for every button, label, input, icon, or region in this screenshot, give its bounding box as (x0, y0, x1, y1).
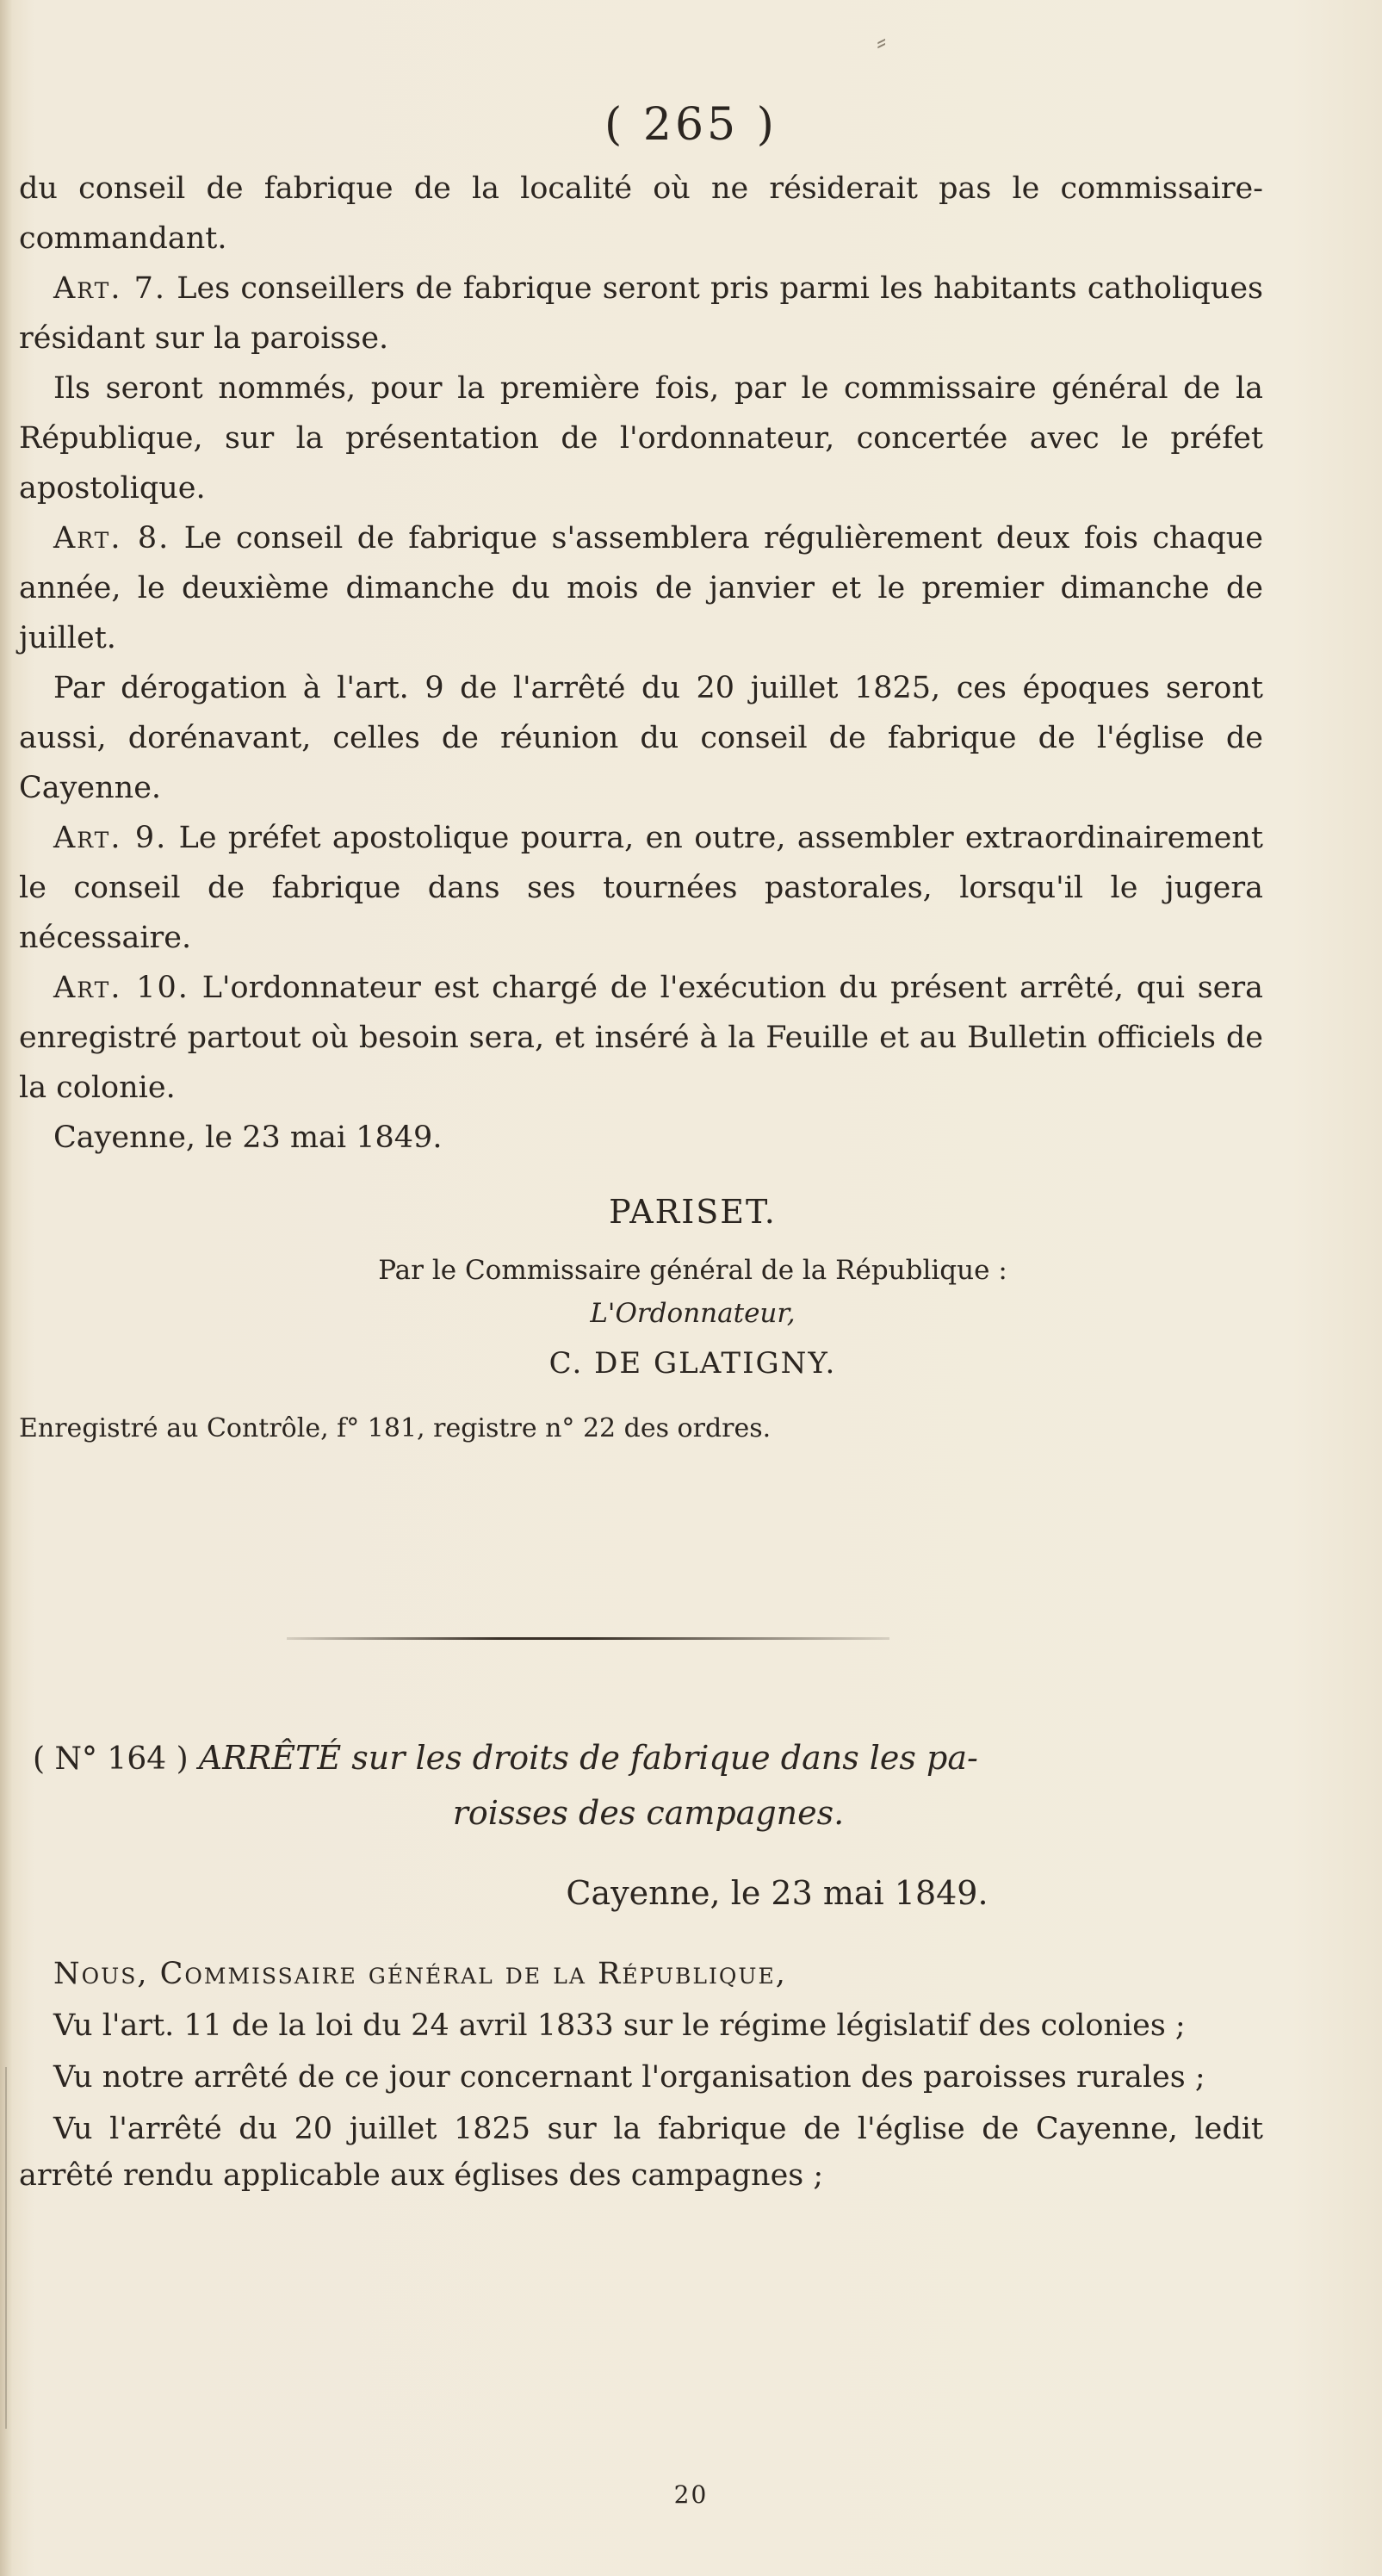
article-label: Art. 10. (53, 971, 189, 1005)
registration-note: Enregistré au Contrôle, f° 181, registre n° 22 des ordres. (19, 1413, 772, 1443)
article-label: Art. 7. (53, 271, 167, 306)
place-date-line (19, 1113, 1263, 1163)
consideration-3: Vu l'arrêté du 20 juillet 1825 sur la fabrique de l'église de Cayenne, ledit arrêté rendu applicable aux églises des campagnes ; (19, 2112, 1263, 2193)
decree-title-line-1: ARRÊTÉ sur les droits de fabrique dans les pa- (198, 1739, 978, 1777)
article-10 (19, 963, 1263, 1113)
body-text (19, 164, 1263, 1454)
paragraph-continuation (19, 164, 1263, 264)
corner-mark: ⸗ (877, 24, 887, 59)
section-divider (287, 1637, 889, 1640)
decree-body (19, 1951, 1263, 2204)
preamble: Nous, Commissaire général de la République, (53, 1957, 787, 1991)
article-text: Les conseillers de fabrique seront pris parmi les habitants catholiques résidant sur la paroisse. (19, 271, 1263, 356)
article-9 (19, 813, 1263, 963)
margin-shadow (5, 2067, 7, 2429)
signature-pariset: PARISET. (609, 1193, 777, 1231)
paragraph-derogation (19, 663, 1263, 813)
by-line: Par le Commissaire général de la République : (378, 1255, 1007, 1286)
decree-heading (33, 1731, 1264, 1840)
decree-number: ( N° 164 ) (33, 1741, 189, 1777)
paragraph-text: Ils seront nommés, pour la première fois, par le commissaire général de la République, sur la présentation de l'ordonnateur, concertée avec le préfet apostolique. (19, 371, 1263, 506)
decree-place-date: Cayenne, le 23 mai 1849. (566, 1874, 988, 1912)
article-8 (19, 513, 1263, 663)
consideration-1: Vu l'art. 11 de la loi du 24 avril 1833 sur le régime législatif des colonies ; (53, 2008, 1186, 2043)
article-7 (19, 264, 1263, 363)
article-label: Art. 8. (53, 521, 170, 556)
paragraph-nomination (19, 363, 1263, 513)
paragraph-text: Cayenne, le 23 mai 1849. (53, 1120, 443, 1155)
paragraph-text: Par dérogation à l'art. 9 de l'arrêté du 20 juillet 1825, ces époques seront aussi, dorénavant, celles de réunion du conseil de fabrique de l'église de Cayenne. (19, 671, 1263, 805)
decree-title-line-2: roisses des campagnes. (452, 1794, 845, 1832)
page-number: ( 265 ) (604, 99, 778, 151)
article-label: Art. 9. (53, 821, 168, 855)
ordonnateur-title: L'Ordonnateur, (590, 1298, 796, 1329)
article-text: Le conseil de fabrique s'assemblera régulièrement deux fois chaque année, le deuxième dimanche du mois de janvier et le premier dimanche de juillet. (19, 521, 1263, 655)
consideration-2: Vu notre arrêté de ce jour concernant l'organisation des paroisses rurales ; (53, 2060, 1205, 2095)
ordonnateur-name: C. DE GLATIGNY. (548, 1346, 837, 1381)
paragraph-text: du conseil de fabrique de la localité où ne résiderait pas le commissaire-commandant. (19, 171, 1263, 256)
article-text: L'ordonnateur est chargé de l'exécution du présent arrêté, qui sera enregistré partout où besoin sera, et inséré à la Feuille et au Bulletin officiels de la colonie. (19, 971, 1263, 1105)
signature-mark: 20 (673, 2480, 709, 2509)
article-text: Le préfet apostolique pourra, en outre, assembler extraordinairement le conseil de fabrique dans ses tournées pastorales, lorsqu'il le jugera nécessaire. (19, 821, 1263, 955)
